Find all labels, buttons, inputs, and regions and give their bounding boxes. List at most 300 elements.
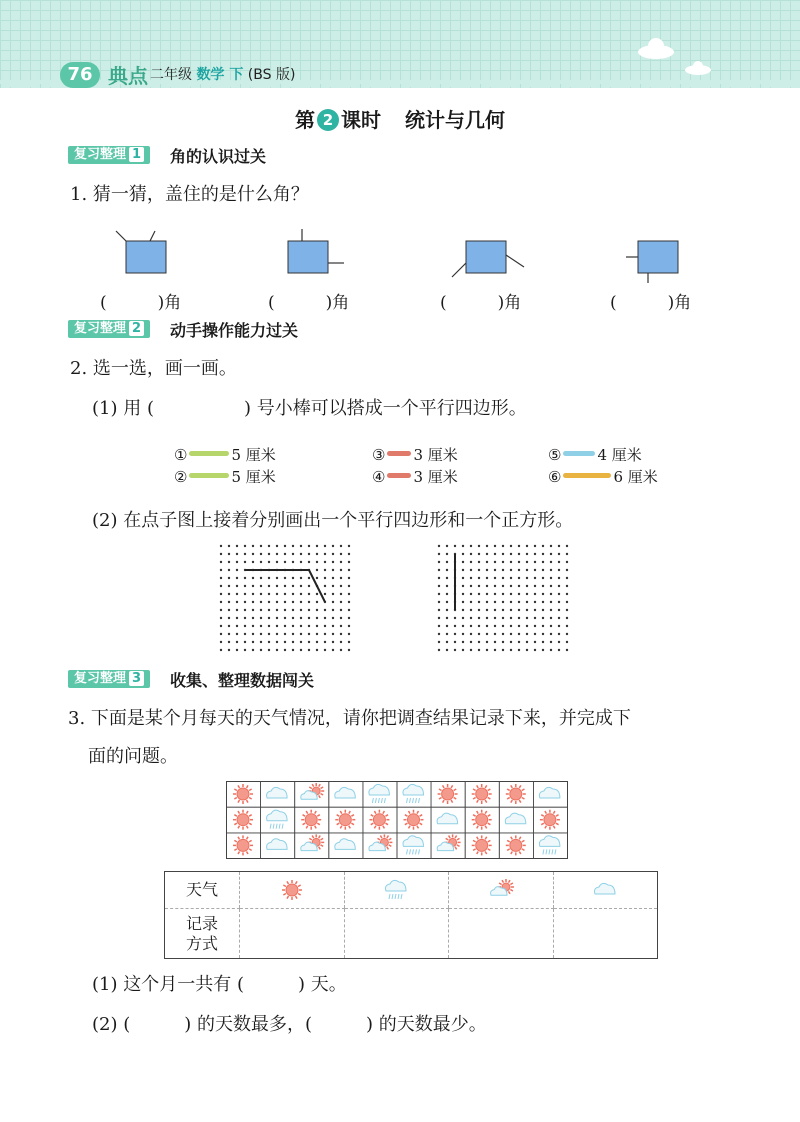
- question-2-part2: (2) 在点子图上接着分别画出一个平行四边形和一个正方形。: [92, 510, 574, 531]
- grid-dot: [558, 593, 560, 595]
- grid-dot: [478, 577, 480, 579]
- stick-4: [372, 466, 458, 487]
- grid-dot: [462, 601, 464, 603]
- grid-dot: [558, 641, 560, 643]
- record-label-2: 方式: [185, 933, 218, 953]
- grid-dot: [478, 633, 480, 635]
- grid-dot: [308, 641, 310, 643]
- grid-dot: [478, 625, 480, 627]
- grid-dot: [284, 625, 286, 627]
- grid-dot: [340, 601, 342, 603]
- stick-id: ③: [372, 446, 386, 464]
- grid-dot: [316, 569, 318, 571]
- grid-dot: [510, 625, 512, 627]
- grid-dot: [284, 593, 286, 595]
- grid-dot: [470, 641, 472, 643]
- grid-dot: [534, 569, 536, 571]
- grid-dot: [316, 553, 318, 555]
- grid-dot: [284, 601, 286, 603]
- grid-dot: [550, 593, 552, 595]
- grid-dot: [268, 601, 270, 603]
- grid-dot: [244, 561, 246, 563]
- grid-dot: [526, 569, 528, 571]
- grid-dot: [348, 641, 350, 643]
- brand-logo: 典点: [108, 64, 148, 88]
- grid-dot: [526, 577, 528, 579]
- grid-dot: [486, 641, 488, 643]
- grid-dot: [518, 649, 520, 651]
- grid-dot: [292, 585, 294, 587]
- grid-dot: [534, 625, 536, 627]
- record-label-1: 记录: [185, 913, 218, 933]
- grid-dot: [316, 577, 318, 579]
- grid-dot: [332, 545, 334, 547]
- grid-dot: [268, 641, 270, 643]
- grid-dot: [324, 633, 326, 635]
- grid-dot: [324, 641, 326, 643]
- row-header-record: [165, 909, 240, 959]
- grid-dot: [252, 553, 254, 555]
- grid-dot: [566, 633, 568, 635]
- grid-dot: [558, 561, 560, 563]
- grid-dot: [324, 545, 326, 547]
- grid-dot: [462, 625, 464, 627]
- grid-dot: [300, 633, 302, 635]
- grid-dot: [276, 641, 278, 643]
- grid-dot: [324, 609, 326, 611]
- grid-dot: [446, 649, 448, 651]
- grid-dot: [486, 625, 488, 627]
- question-2: 2. 选一选，画一画。: [70, 358, 237, 379]
- grid-dot: [478, 553, 480, 555]
- grid-dot: [502, 633, 504, 635]
- answer-blank-3[interactable]: ( )角: [440, 293, 522, 313]
- grid-dot: [526, 553, 528, 555]
- grid-dot: [260, 593, 262, 595]
- grid-dot: [478, 601, 480, 603]
- grid-dot: [236, 649, 238, 651]
- grid-dot: [486, 577, 488, 579]
- grid-dot: [446, 553, 448, 555]
- grid-dot: [300, 625, 302, 627]
- grid-dot: [566, 545, 568, 547]
- grid-dot: [494, 601, 496, 603]
- stick-id: ④: [372, 468, 386, 486]
- grid-dot: [276, 609, 278, 611]
- grid-dot: [284, 617, 286, 619]
- stick-bar: [189, 451, 229, 456]
- grid-dot: [348, 633, 350, 635]
- sunny-icon: [272, 876, 312, 904]
- grid-dot: [236, 577, 238, 579]
- grid-dot: [558, 577, 560, 579]
- grid-dot: [260, 545, 262, 547]
- grid-dot: [558, 609, 560, 611]
- grid-dot: [542, 553, 544, 555]
- grid-dot: [494, 553, 496, 555]
- grid-dot: [494, 641, 496, 643]
- grid-dot: [558, 633, 560, 635]
- grid-dot: [324, 585, 326, 587]
- grid-dot: [228, 585, 230, 587]
- grid-dot: [558, 585, 560, 587]
- grid-dot: [236, 553, 238, 555]
- grid-dot: [502, 585, 504, 587]
- grid-dot: [438, 633, 440, 635]
- grid-dot: [284, 561, 286, 563]
- grid-dot: [550, 553, 552, 555]
- page-number: 76: [60, 62, 100, 88]
- grid-dot: [494, 545, 496, 547]
- tag-number: 2: [129, 321, 144, 336]
- grid-dot: [526, 593, 528, 595]
- grid-dot: [518, 545, 520, 547]
- grid-dot: [566, 649, 568, 651]
- grid-dot: [292, 609, 294, 611]
- grid-dot: [502, 577, 504, 579]
- grid-dot: [284, 649, 286, 651]
- grid-dot: [526, 617, 528, 619]
- record-cell[interactable]: [553, 909, 658, 959]
- grid-dot: [308, 585, 310, 587]
- stick-bar: [563, 451, 595, 456]
- grid-dot: [558, 625, 560, 627]
- grid-dot: [510, 617, 512, 619]
- grid-dot: [550, 545, 552, 547]
- grid-dot: [260, 601, 262, 603]
- grid-dot: [316, 593, 318, 595]
- grid-dot: [228, 649, 230, 651]
- grid-dot: [244, 601, 246, 603]
- grid-dot: [268, 553, 270, 555]
- grid-dot: [228, 553, 230, 555]
- grid-dot: [220, 641, 222, 643]
- grid-dot: [340, 585, 342, 587]
- grid-dot: [308, 561, 310, 563]
- weather-cell: [449, 872, 554, 909]
- grid-dot: [470, 569, 472, 571]
- grid-dot: [220, 601, 222, 603]
- grid-dot: [252, 585, 254, 587]
- grid-dot: [478, 641, 480, 643]
- grid-dot: [260, 625, 262, 627]
- grid-dot: [502, 617, 504, 619]
- grid-dot: [308, 633, 310, 635]
- grid-dot: [518, 577, 520, 579]
- grid-dot: [324, 649, 326, 651]
- record-cell[interactable]: [240, 909, 345, 959]
- weather-calendar: [226, 781, 568, 859]
- grid-dot: [534, 545, 536, 547]
- grid-dot: [494, 569, 496, 571]
- section-title-3: 收集、整理数据闯关: [170, 671, 315, 690]
- grid-dot: [470, 561, 472, 563]
- grid-dot: [244, 609, 246, 611]
- grid-dot: [446, 545, 448, 547]
- grid-dot: [220, 585, 222, 587]
- question-3-sub1: (1) 这个月一共有 ( ) 天。: [92, 974, 347, 995]
- grid-dot: [228, 593, 230, 595]
- grid-dot: [462, 585, 464, 587]
- stick-length: 5 厘米: [231, 468, 276, 486]
- weather-cell: [344, 872, 449, 909]
- grid-dot: [236, 569, 238, 571]
- grid-dot: [324, 561, 326, 563]
- grid-dot: [228, 641, 230, 643]
- grid-dot: [220, 553, 222, 555]
- grid-dot: [566, 585, 568, 587]
- cloud-icon: [636, 36, 676, 60]
- grid-dot: [462, 609, 464, 611]
- grid-dot: [332, 609, 334, 611]
- grid-dot: [502, 649, 504, 651]
- grid-dot: [292, 601, 294, 603]
- grid-dot: [292, 593, 294, 595]
- grid-dot: [300, 553, 302, 555]
- dot-grid-parallelogram[interactable]: [218, 543, 356, 653]
- grid-dot: [566, 609, 568, 611]
- grid-dot: [494, 609, 496, 611]
- grid-dot: [478, 593, 480, 595]
- grid-dot: [268, 633, 270, 635]
- grid-dot: [332, 569, 334, 571]
- grid-dot: [220, 609, 222, 611]
- tag-text: 复习整理: [74, 147, 127, 162]
- grid-dot: [332, 577, 334, 579]
- section-title-1: 角的认识过关: [170, 147, 267, 166]
- stick-length: 6 厘米: [613, 468, 658, 486]
- grid-dot: [300, 617, 302, 619]
- grid-dot: [518, 617, 520, 619]
- grid-dot: [542, 601, 544, 603]
- grid-dot: [534, 561, 536, 563]
- grid-dot: [510, 641, 512, 643]
- stick-6: [548, 466, 658, 487]
- grid-dot: [550, 601, 552, 603]
- grid-dot: [244, 553, 246, 555]
- grid-dot: [534, 641, 536, 643]
- grid-dot: [550, 633, 552, 635]
- grid-dot: [220, 633, 222, 635]
- grid-dot: [308, 617, 310, 619]
- grid-dot: [236, 545, 238, 547]
- grid-dot: [276, 625, 278, 627]
- grid-dot: [566, 593, 568, 595]
- grid-dot: [284, 545, 286, 547]
- grid-dot: [486, 585, 488, 587]
- grid-dot: [276, 617, 278, 619]
- grid-dot: [300, 601, 302, 603]
- grid-dot: [340, 561, 342, 563]
- grid-dot: [542, 569, 544, 571]
- grid-dot: [510, 561, 512, 563]
- grid-dot: [502, 609, 504, 611]
- grid-dot: [438, 545, 440, 547]
- grid-dot: [510, 633, 512, 635]
- record-cell[interactable]: [449, 909, 554, 959]
- grid-dot: [470, 545, 472, 547]
- answer-blank-4[interactable]: ( )角: [610, 293, 692, 313]
- grid-dot: [340, 569, 342, 571]
- tag-number: 1: [129, 147, 144, 162]
- grid-dot: [462, 577, 464, 579]
- grid-dot: [470, 593, 472, 595]
- grid-dot: [478, 609, 480, 611]
- grid-dot: [220, 561, 222, 563]
- grid-dot: [228, 601, 230, 603]
- grid-dot: [486, 553, 488, 555]
- grid-dot: [566, 601, 568, 603]
- grid-dot: [308, 601, 310, 603]
- grid-dot: [228, 545, 230, 547]
- grid-dot: [316, 641, 318, 643]
- grid-dot: [502, 601, 504, 603]
- grid-dot: [324, 577, 326, 579]
- grid-dot: [534, 601, 536, 603]
- grid-dot: [252, 593, 254, 595]
- grid-dot: [236, 601, 238, 603]
- grid-dot: [550, 577, 552, 579]
- grid-dot: [510, 585, 512, 587]
- grid-dot: [510, 577, 512, 579]
- grid-dot: [340, 593, 342, 595]
- grid-dot: [526, 641, 528, 643]
- row-header-weather: 天气: [165, 872, 240, 909]
- grid-dot: [446, 585, 448, 587]
- grid-dot: [252, 633, 254, 635]
- grid-dot: [276, 601, 278, 603]
- grid-dot: [462, 641, 464, 643]
- angle-figures: [100, 225, 720, 285]
- grid-dot: [510, 553, 512, 555]
- grid-dot: [438, 577, 440, 579]
- stick-length: 5 厘米: [231, 446, 276, 464]
- grid-dot: [252, 641, 254, 643]
- grid-dot: [316, 561, 318, 563]
- grid-dot: [332, 641, 334, 643]
- rain-icon: [376, 876, 416, 904]
- section-tag-3: [68, 670, 150, 688]
- stick-bar: [387, 451, 411, 456]
- grid-dot: [526, 625, 528, 627]
- grid-dot: [454, 649, 456, 651]
- grid-dot: [300, 609, 302, 611]
- grid-dot: [542, 617, 544, 619]
- record-cell[interactable]: [344, 909, 449, 959]
- grid-dot: [478, 585, 480, 587]
- grid-dot: [236, 625, 238, 627]
- grid-dot: [534, 585, 536, 587]
- grid-dot: [446, 569, 448, 571]
- grid-dot: [558, 617, 560, 619]
- grid-dot: [332, 553, 334, 555]
- grid-dot: [542, 625, 544, 627]
- grid-dot: [220, 577, 222, 579]
- grid-dot: [340, 649, 342, 651]
- grid-dot: [526, 633, 528, 635]
- question-3-line1: 3. 下面是某个月每天的天气情况，请你把调查结果记录下来，并完成下: [68, 708, 631, 729]
- grid-dot: [292, 633, 294, 635]
- grid-dot: [252, 577, 254, 579]
- grid-dot: [260, 641, 262, 643]
- grid-dot: [462, 545, 464, 547]
- grid-dot: [340, 617, 342, 619]
- grid-dot: [438, 569, 440, 571]
- grid-dot: [260, 649, 262, 651]
- grid-dot: [534, 577, 536, 579]
- grid-dot: [308, 593, 310, 595]
- grid-dot: [220, 617, 222, 619]
- lesson-title: [0, 104, 800, 133]
- grid-dot: [244, 577, 246, 579]
- grid-dot: [236, 641, 238, 643]
- stick-length: 3 厘米: [413, 446, 458, 464]
- grid-dot: [462, 561, 464, 563]
- grid-dot: [260, 561, 262, 563]
- stick-id: ②: [174, 468, 188, 486]
- grid-dot: [276, 593, 278, 595]
- stick-3: [372, 444, 458, 465]
- edition: (BS 版): [247, 67, 296, 83]
- grid-dot: [308, 625, 310, 627]
- answer-blank-1[interactable]: ( )角: [100, 293, 182, 313]
- grid-dot: [292, 545, 294, 547]
- grid-dot: [332, 625, 334, 627]
- grid-dot: [220, 593, 222, 595]
- grid-dot: [316, 617, 318, 619]
- grid-dot: [244, 585, 246, 587]
- grid-dot: [518, 633, 520, 635]
- grid-dot: [518, 585, 520, 587]
- grid-dot: [518, 625, 520, 627]
- grid-dot: [438, 601, 440, 603]
- grid-dot: [470, 633, 472, 635]
- grid-dot: [486, 545, 488, 547]
- grid-dot: [478, 617, 480, 619]
- grid-dot: [332, 561, 334, 563]
- grid-dot: [502, 553, 504, 555]
- grid-dot: [348, 561, 350, 563]
- grid-dot: [550, 641, 552, 643]
- grid-dot: [348, 649, 350, 651]
- grid-dot: [340, 641, 342, 643]
- grid-dot: [252, 545, 254, 547]
- grid-dot: [292, 617, 294, 619]
- grid-dot: [494, 561, 496, 563]
- grid-dot: [518, 601, 520, 603]
- tag-number: 3: [129, 671, 144, 686]
- grid-dot: [462, 593, 464, 595]
- grid-dot: [244, 625, 246, 627]
- tag-text: 复习整理: [74, 321, 127, 336]
- dot-grid-square[interactable]: [436, 543, 574, 653]
- tag-text: 复习整理: [74, 671, 127, 686]
- grid-dot: [550, 617, 552, 619]
- grid-dot: [550, 649, 552, 651]
- grid-dot: [316, 633, 318, 635]
- grid-dot: [438, 585, 440, 587]
- grid-dot: [486, 617, 488, 619]
- grid-dot: [494, 585, 496, 587]
- answer-blank-2[interactable]: ( )角: [268, 293, 350, 313]
- grid-dot: [236, 617, 238, 619]
- grid-dot: [308, 577, 310, 579]
- grid-dot: [494, 617, 496, 619]
- grid-dot: [340, 625, 342, 627]
- grid-dot: [566, 553, 568, 555]
- grid-dot: [220, 569, 222, 571]
- grid-dot: [276, 545, 278, 547]
